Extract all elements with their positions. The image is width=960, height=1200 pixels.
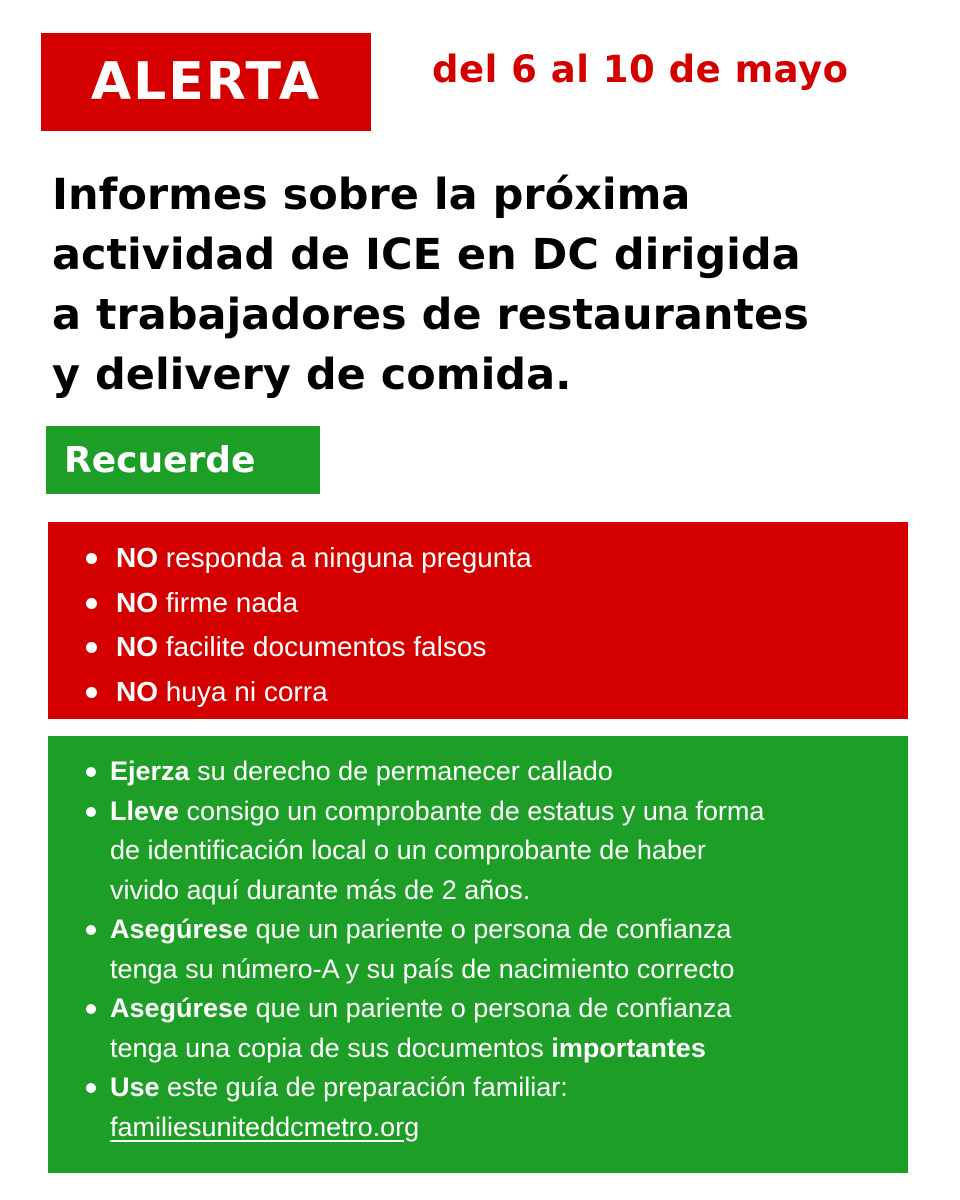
bullet-icon [86,1083,96,1093]
bullet-icon [86,553,97,564]
headline-line: a trabajadores de restaurantes [52,290,809,340]
date-range: del 6 al 10 de mayo [432,48,849,91]
item-emphasis: Lleve [110,795,180,826]
bullet-icon [86,767,96,777]
item-line [110,1029,886,1069]
list-item [86,625,532,670]
bullet-icon [86,598,97,609]
bullet-icon [86,642,97,653]
item-line [110,989,886,1029]
family-guide-link[interactable]: familiesuniteddcmetro.org [110,1111,420,1142]
remember-label: Recuerde [64,439,256,481]
item-emphasis: NO [116,542,158,573]
item-line: vivido aquí durante más de 2 años. [110,874,531,905]
list-item [86,581,532,626]
do-list-box [48,736,908,1173]
bullet-icon [86,807,96,817]
item-text: que un pariente o persona de confianza [248,993,732,1023]
item-text: este guía de preparación familiar: [159,1072,568,1102]
item-line: tenga su número-A y su país de nacimiento correcto [110,953,735,984]
dont-list-box [48,522,908,719]
item-text: que un pariente o persona de confianza [248,914,732,944]
item-emphasis: Asegúrese [110,993,249,1023]
item-emphasis: NO [116,675,158,707]
do-list [86,752,886,1147]
alert-badge [41,33,371,131]
item-emphasis: importantes [551,1032,706,1063]
item-text: firme nada [158,586,299,618]
alert-badge-label: ALERTA [90,52,322,112]
item-emphasis: Use [110,1072,160,1102]
list-item [86,1068,886,1147]
item-emphasis: NO [116,631,158,662]
bullet-icon [86,925,96,935]
item-text: su derecho de permanecer callado [189,756,613,786]
headline-line: y delivery de comida. [52,350,572,400]
bullet-icon [86,1004,96,1014]
list-item [86,792,886,911]
item-emphasis: NO [116,586,158,618]
item-line [110,1108,886,1148]
remember-badge [46,426,320,494]
dont-list [86,536,532,714]
list-item [86,670,532,715]
headline-line: Informes sobre la próxima [52,170,691,220]
item-text: facilite documentos falsos [158,631,487,662]
headline [52,165,932,405]
item-line [110,910,886,950]
list-item [86,910,886,989]
item-text: consigo un comprobante de estatus y una forma [179,795,765,826]
item-text: responda a ninguna pregunta [158,542,532,573]
bullet-icon [86,687,97,698]
item-line [110,792,886,832]
item-line [110,1068,886,1108]
list-item [86,752,886,792]
item-text: tenga una copia de sus documentos [110,1032,552,1063]
item-emphasis: Ejerza [110,756,190,786]
item-line [110,752,886,792]
list-item [86,989,886,1068]
headline-line: actividad de ICE en DC dirigida [52,230,801,280]
item-emphasis: Asegúrese [110,914,249,944]
list-item [86,536,532,581]
item-text: huya ni corra [158,675,328,707]
item-line: de identificación local o un comprobante de haber [110,835,706,865]
